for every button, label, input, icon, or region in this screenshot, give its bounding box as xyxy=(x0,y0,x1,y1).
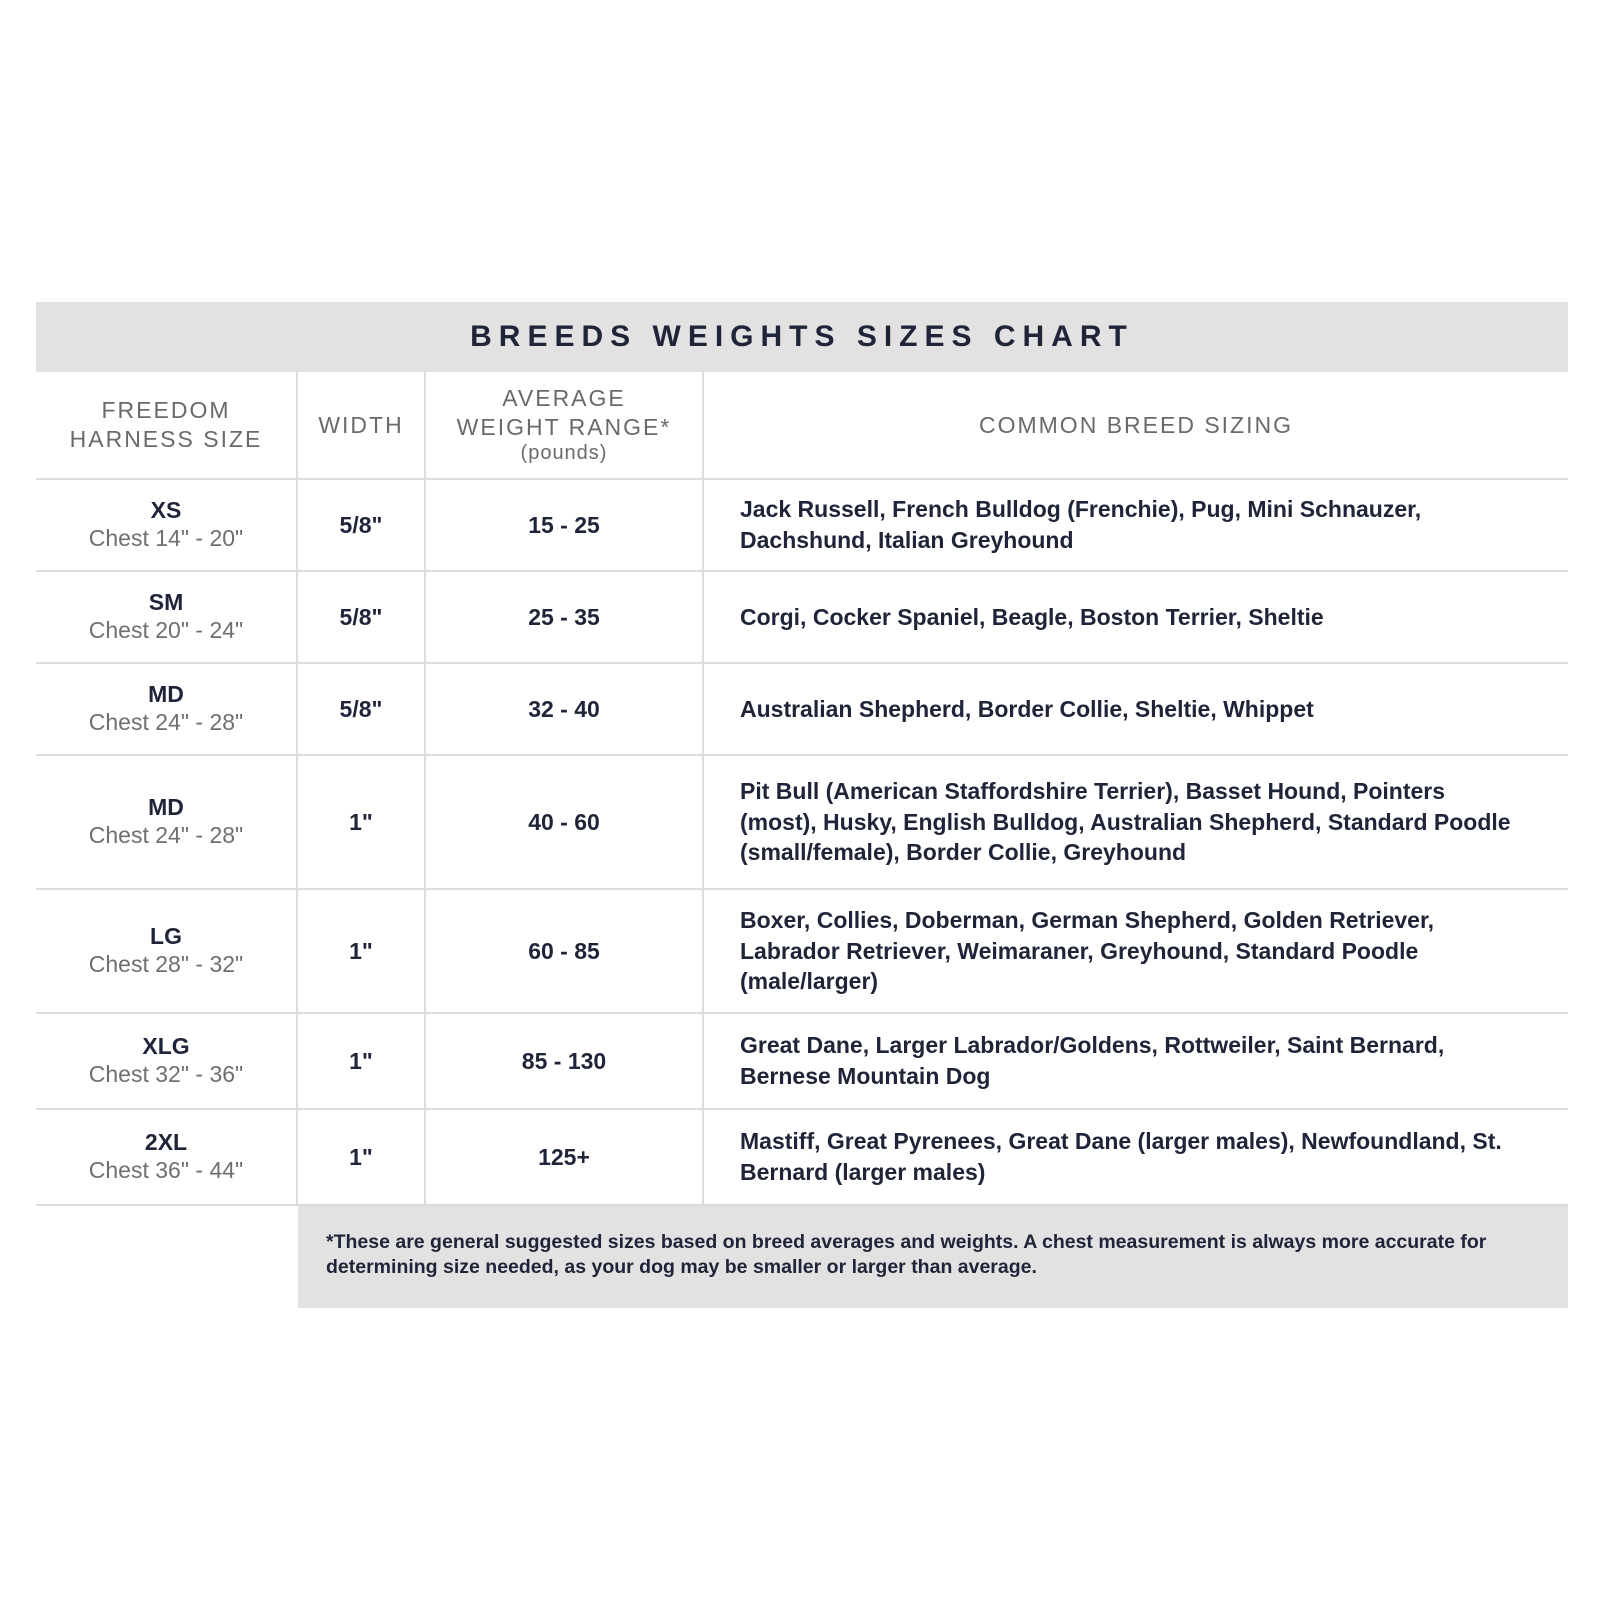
table-row xyxy=(36,1110,1568,1206)
chest-range: Chest 14" - 20" xyxy=(88,525,244,551)
size-cell xyxy=(36,664,298,754)
size-label: 2XL xyxy=(144,1129,188,1156)
width-cell: 1" xyxy=(298,1014,426,1108)
chest-range: Chest 20" - 24" xyxy=(88,617,244,643)
breeds-cell xyxy=(704,1110,1568,1204)
weight-cell: 85 - 130 xyxy=(426,1014,704,1108)
header-width: WIDTH xyxy=(298,372,426,478)
header-harness-size-line1: FREEDOM xyxy=(101,397,231,424)
breeds-text: Great Dane, Larger Labrador/Goldens, Rottweiler, Saint Bernard, Bernese Mountain Dog xyxy=(740,1032,1445,1089)
breeds-text: Boxer, Collies, Doberman, German Shepherd, Golden Retriever, Labrador Retriever, Weimaraner, Greyhound, Standard Poodle (male/larger) xyxy=(740,907,1435,995)
chest-range: Chest 32" - 36" xyxy=(88,1061,244,1087)
table-row xyxy=(36,756,1568,890)
weight-cell: 125+ xyxy=(426,1110,704,1204)
width-cell: 1" xyxy=(298,1110,426,1204)
size-cell xyxy=(36,756,298,888)
chest-range: Chest 28" - 32" xyxy=(88,951,244,977)
size-label: LG xyxy=(150,923,182,950)
size-label: MD xyxy=(148,681,184,708)
size-chart xyxy=(36,302,1568,1308)
breeds-text: Mastiff, Great Pyrenees, Great Dane (larger males), Newfoundland, St. Bernard (larger males) xyxy=(740,1128,1502,1185)
size-cell xyxy=(36,480,298,570)
table-row xyxy=(36,1014,1568,1110)
weight-cell: 15 - 25 xyxy=(426,480,704,570)
breeds-cell xyxy=(704,480,1568,570)
header-row xyxy=(36,372,1568,480)
table-row xyxy=(36,480,1568,572)
breeds-cell xyxy=(704,664,1568,754)
header-weight-line2: WEIGHT RANGE* xyxy=(456,413,672,440)
breeds-cell xyxy=(704,572,1568,662)
header-weight-range xyxy=(426,372,704,478)
header-harness-size xyxy=(36,372,298,478)
weight-cell: 25 - 35 xyxy=(426,572,704,662)
size-cell xyxy=(36,890,298,1012)
footnote-spacer xyxy=(36,1206,298,1308)
chest-range: Chest 24" - 28" xyxy=(88,709,244,735)
breeds-text: Pit Bull (American Staffordshire Terrier), Basset Hound, Pointers (most), Husky, English Bulldog, Australian Shepherd, Standard Poodle (small/female), Border Collie, Greyhound xyxy=(740,778,1511,866)
footnote: *These are general suggested sizes based on breed averages and weights. A chest measurement is always more accurate for determining size needed, as your dog may be smaller or larger than average. xyxy=(298,1206,1568,1308)
size-cell xyxy=(36,1110,298,1204)
width-cell: 5/8" xyxy=(298,664,426,754)
size-label: XLG xyxy=(142,1033,190,1060)
chart-title: BREEDS WEIGHTS SIZES CHART xyxy=(36,302,1568,372)
width-cell: 5/8" xyxy=(298,480,426,570)
header-weight-line3: (pounds) xyxy=(520,442,608,465)
size-cell xyxy=(36,1014,298,1108)
breeds-text: Jack Russell, French Bulldog (Frenchie), Pug, Mini Schnauzer, Dachshund, Italian Greyhound xyxy=(740,496,1422,553)
weight-cell: 60 - 85 xyxy=(426,890,704,1012)
table-row xyxy=(36,890,1568,1014)
chest-range: Chest 24" - 28" xyxy=(88,822,244,848)
header-weight-line1: AVERAGE xyxy=(502,384,626,411)
table-row xyxy=(36,664,1568,756)
size-cell xyxy=(36,572,298,662)
breeds-cell xyxy=(704,1014,1568,1108)
table-row xyxy=(36,572,1568,664)
breeds-cell xyxy=(704,890,1568,1012)
width-cell: 1" xyxy=(298,890,426,1012)
breeds-text: Corgi, Cocker Spaniel, Beagle, Boston Terrier, Sheltie xyxy=(740,603,1324,630)
weight-cell: 32 - 40 xyxy=(426,664,704,754)
width-cell: 5/8" xyxy=(298,572,426,662)
weight-cell: 40 - 60 xyxy=(426,756,704,888)
size-label: XS xyxy=(150,497,182,524)
width-cell: 1" xyxy=(298,756,426,888)
size-label: SM xyxy=(148,589,184,616)
size-label: MD xyxy=(148,794,184,821)
breeds-cell xyxy=(704,756,1568,888)
footnote-row xyxy=(36,1206,1568,1308)
header-breed-sizing: COMMON BREED SIZING xyxy=(978,411,1293,438)
header-harness-size-line2: HARNESS SIZE xyxy=(69,426,263,452)
breeds-text: Australian Shepherd, Border Collie, Sheltie, Whippet xyxy=(740,695,1314,722)
chest-range: Chest 36" - 44" xyxy=(88,1157,244,1183)
